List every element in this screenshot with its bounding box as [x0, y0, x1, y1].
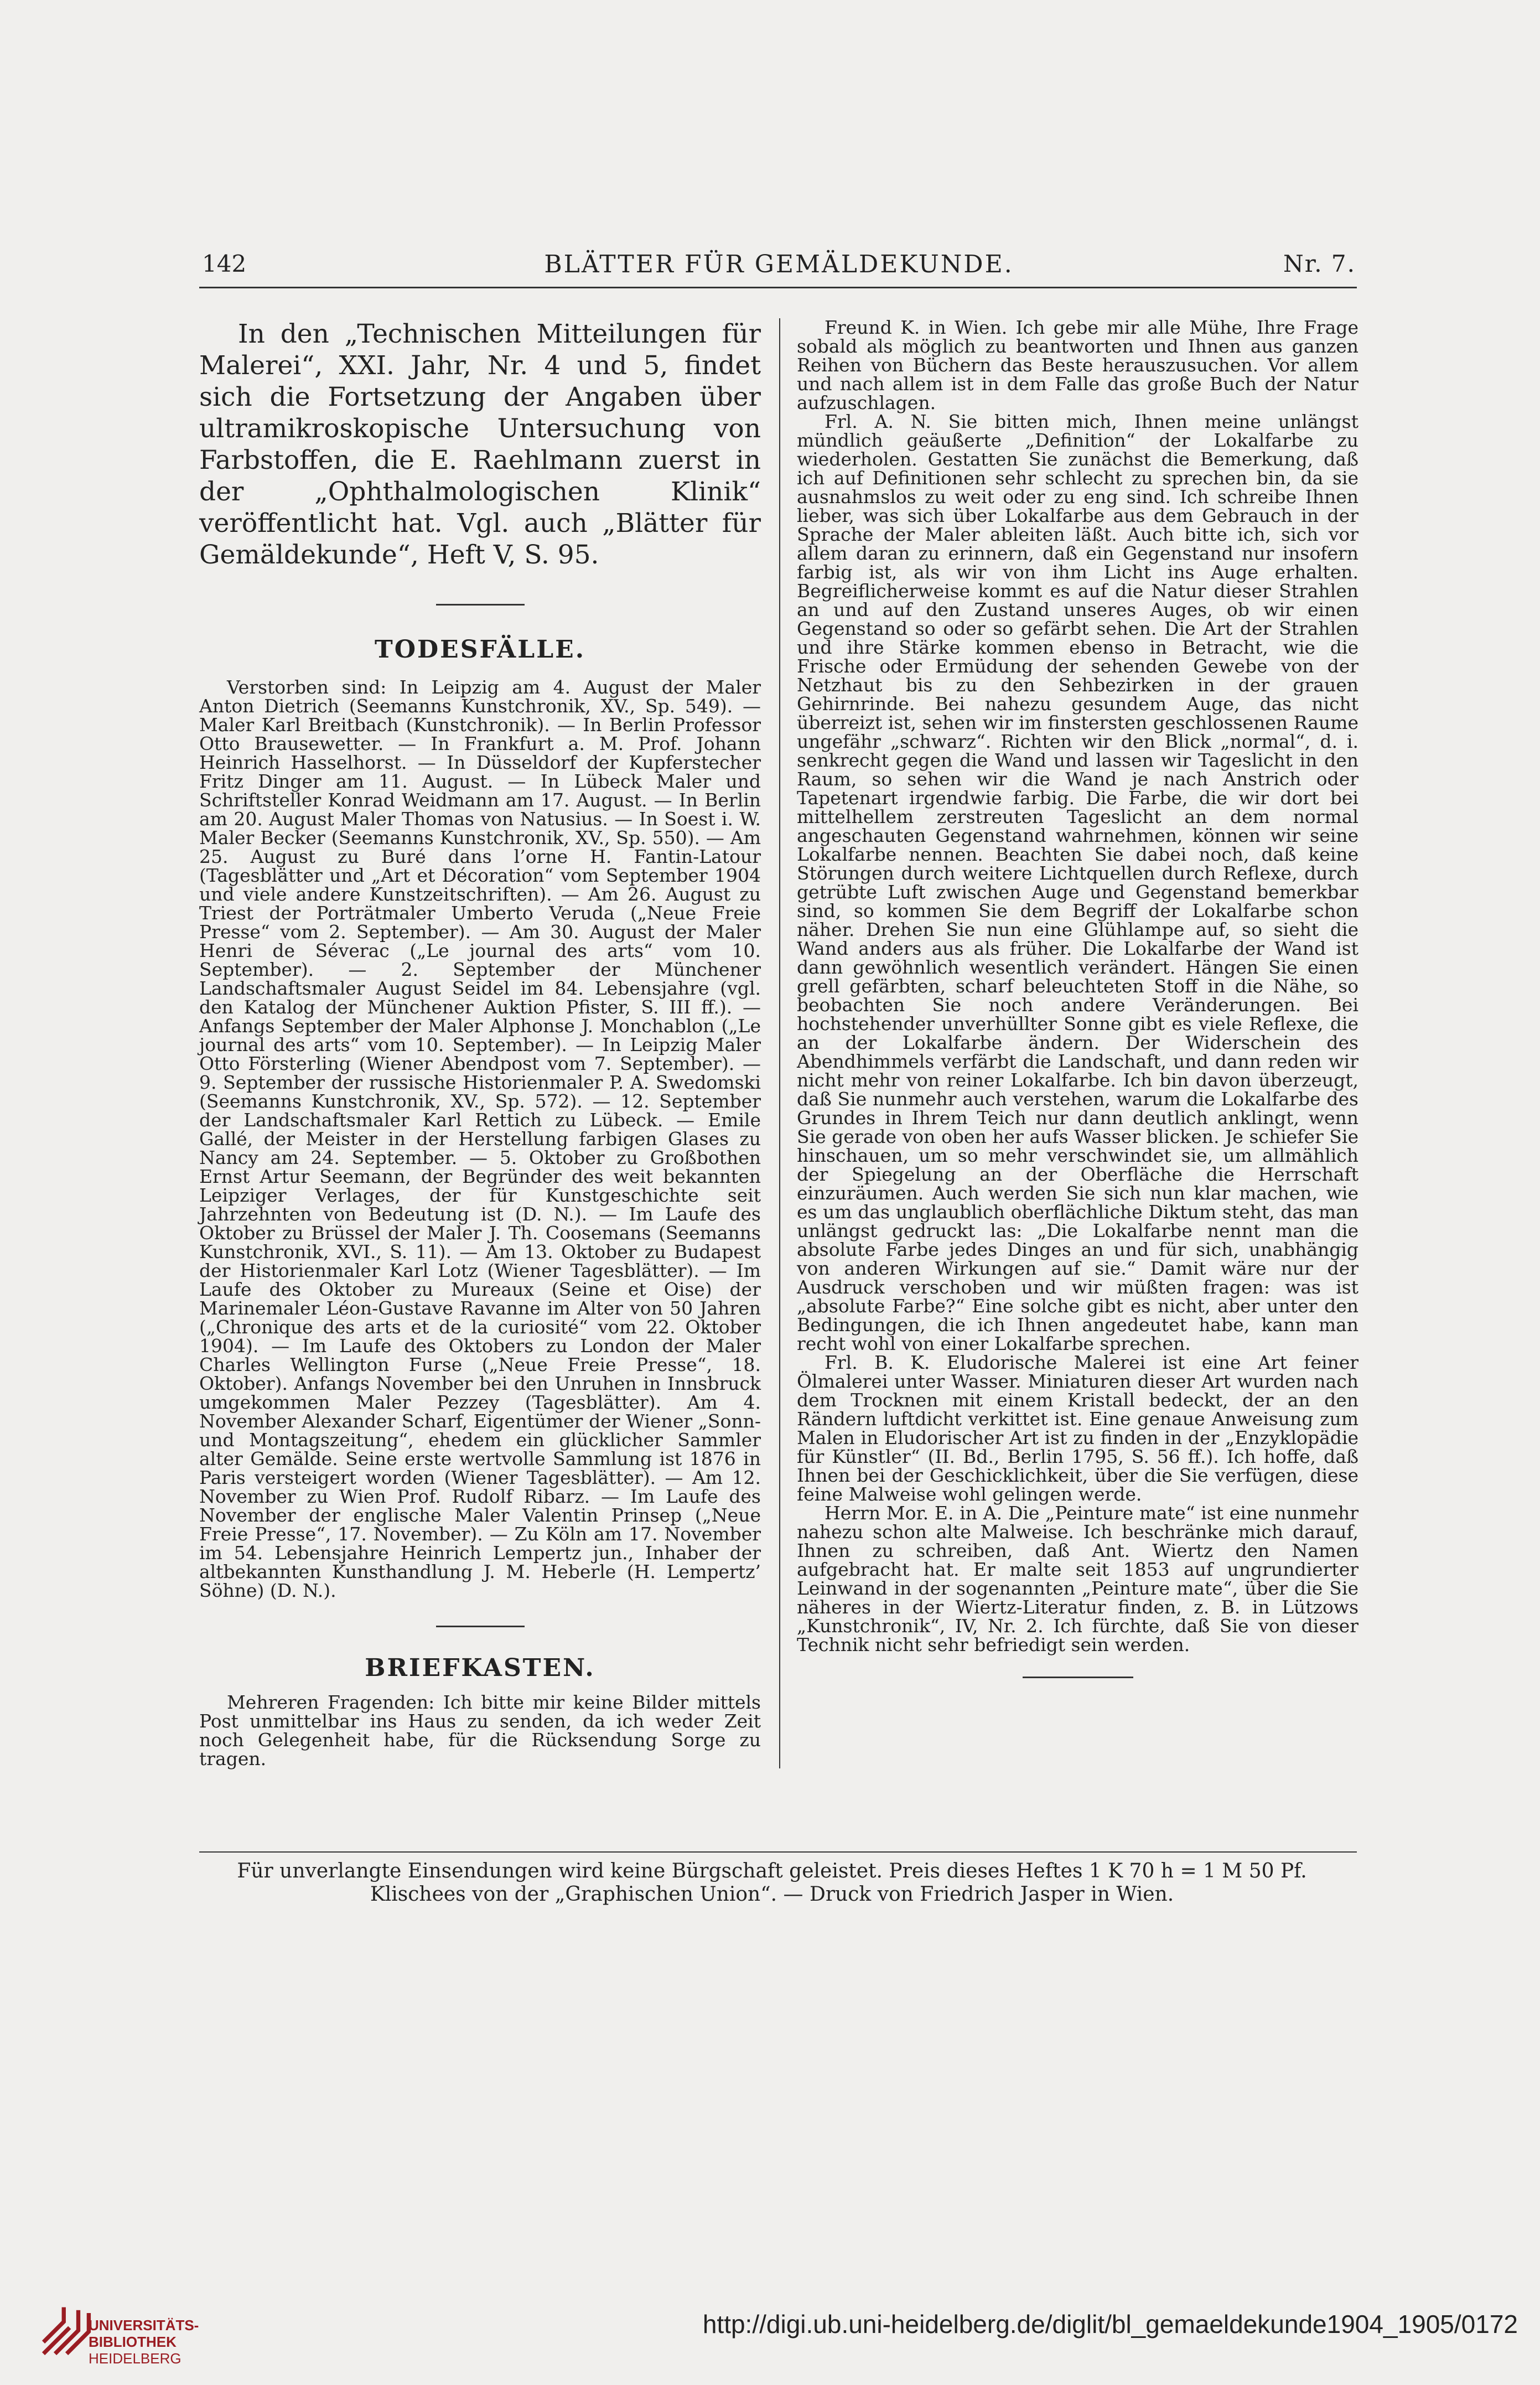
briefkasten-section: [199, 1693, 761, 1768]
todesfaelle-text: Verstorben sind: In Leipzig am 4. August der Maler Anton Dietrich (Seemanns Kunstchronik, XV., Sp. 549). — Maler Karl Breitbach (Kunstchronik). — In Berlin Professor Otto Brausewetter. — In Frankfurt a. M. Prof. Johann Heinrich Hasselhorst. — In Düsseldorf der Kupferstecher Fritz Dinger am 11. August. — In Lübeck Maler und Schriftsteller Konrad Weidmann am 17. August. — In Berlin am 20. August Maler Thomas von Natusius. — In Soest i. W. Maler Becker (Seemanns Kunstchronik, XV., Sp. 550). — Am 25. August zu Buré dans l’orne H. Fantin-Latour (Tagesblätter und „Art et Décoration“ vom September 1904 und viele andere Kunstzeitschriften). — Am 26. August zu Triest der Porträtmaler Umberto Veruda („Neue Freie Presse“ vom 2. September). — Am 30. August der Maler Henri de Séverac („Le journal des arts“ vom 10. September). — 2. September der Münchener Landschaftsmaler August Seidel im 84. Lebensjahre (vgl. den Katalog der Münchener Auktion Pfister, S. III ff.). — Anfangs September der Maler Alphonse J. Monchablon („Le journal des arts“ vom 10. September). — In Leipzig Maler Otto Försterling (Wiener Abendpost vom 7. September). — 9. September der russische Historienmaler P. A. Swedomski (Seemanns Kunstchronik, XV., Sp. 572). — 12. September der Landschaftsmaler Karl Rettich zu Lübeck. — Emile Gallé, der Meister in der Herstellung farbigen Glases zu Nancy am 24. September. — 5. Oktober zu Großbothen Ernst Artur Seemann, der Begründer des weit bekannten Leipziger Verlages, der für Kunstgeschichte seit Jahrzehnten von Bedeutung ist (D. N.). — Im Laufe des Oktober zu Brüssel der Maler J. Th. Coosemans (Seemanns Kunstchronik, XVI., S. 11). — Am 13. Oktober zu Budapest der Historienmaler Karl Lotz (Wiener Tagesblätter). — Im Laufe des Oktober zu Mureaux (Seine et Oise) der Marinemaler Léon-Gustave Ravanne im Alter von 50 Jahren („Chronique des arts et de la curiosité“ vom 22. Oktober 1904). — Im Laufe des Oktobers zu London der Maler Charles Wellington Furse („Neue Freie Presse“, 18. Oktober). Anfangs November bei den Unruhen in Innsbruck umgekommen Maler Pezzey (Tagesblätter). Am 4. November Alexander Scharf, Eigentümer der Wiener „Sonn- und Montagszeitung“, ehedem ein glücklicher Sammler alter Gemälde. Seine erste wertvolle Sammlung ist 1876 in Paris versteigert worden (Wiener Tagesblätter). — Am 12. November zu Wien Prof. Rudolf Ribarz. — Im Laufe des November der englische Maler Valentin Prinsep („Neue Freie Presse“, 17. November). — Zu Köln am 17. November im 54. Lebensjahre Heinrich Lempertz jun., Inhaber der altbekannten Kunsthandlung J. M. Heberle (H. Lempertz’ Söhne) (D. N.).: [199, 676, 761, 1601]
left-column: [199, 318, 761, 1768]
library-line-1: UNIVERSITÄTS-: [89, 2317, 199, 2334]
answer-paragraph: Freund K. in Wien. Ich gebe mir alle Mühe, Ihre Frage sobald als möglich zu beantworten und Ihnen aus ganzen Reihen von Büchern das Beste herauszusuchen. Vor allem und nach allem ist in dem Falle das große Buch der Natur aufzuschlagen.: [797, 317, 1358, 413]
briefkasten-heading: BRIEFKASTEN.: [365, 1654, 595, 1682]
library-logo-icon: [38, 2301, 96, 2360]
library-line-2: BIBLIOTHEK: [89, 2334, 177, 2350]
answer-paragraph: Frl. A. N. Sie bitten mich, Ihnen meine unlängst mündlich geäußerte „Definition“ der Lokalfarbe zu wiederholen. Gestatten Sie zunächst die Bemerkung, daß ich auf Definitionen sehr schlecht zu sprechen bin, da sie ausnahmslos zu weit oder zu eng sind. Ich schreibe Ihnen lieber, was sich über Lokalfarbe aus dem Gebrauch in der Sprache der Maler ableiten läßt. Auch bitte ich, sich vor allem daran zu erinnern, daß ein Gegenstand nur insofern farbig ist, als wir von ihm Licht ins Auge erhalten. Begreiflicherweise kommt es auf die Natur dieser Strahlen an und auf den Zustand unseres Auges, ob wir einen Gegenstand so oder so gefärbt sehen. Die Art der Strahlen und ihre Stärke kommen ebenso in Betracht, wie die Frische oder Ermüdung der sehenden Gewebe von der Netzhaut bis zu den Sehbezirken in der grauen Gehirnrinde. Bei nahezu gesundem Auge, das nicht überreizt ist, sehen wir im finstersten geschlossenen Raume ungefähr „schwarz“. Richten wir den Blick „normal“, d. i. senkrecht gegen die Wand und lassen wir Tageslicht in den Raum, so sehen wir die Wand je nach Anstrich oder Tapetenart irgendwie farbig. Die Farbe, die wir dort bei mittelhellem zerstreuten Tageslicht an dem normal angeschauten Gegenstand wahrnehmen, können wir seine Lokalfarbe nennen. Beachten Sie dabei noch, daß keine Störungen durch weitere Lichtquellen durch Reflexe, durch getrübte Luft zwischen Auge und Gegenstand bemerkbar sind, so kommen Sie dem Begriff der Lokalfarbe schon näher. Drehen Sie nun eine Glühlampe auf, so sieht die Wand anders aus als früher. Die Lokalfarbe der Wand ist dann gewöhnlich wesentlich verändert. Hängen Sie einen grell gefärbten, scharf beleuchteten Stoff in die Nähe, so beobachten Sie noch andere Veränderungen. Bei hochstehender unverhüllter Sonne gibt es viele Reflexe, die an der Lokalfarbe ändern. Der Widerschein des Abendhimmels verfärbt die Landschaft, und dann reden wir nicht mehr von reiner Lokalfarbe. Ich bin davon überzeugt, daß Sie nunmehr auch verstehen, warum die Lokalfarbe des Grundes in Ihrem Teich nur dann deutlich anklingt, wenn Sie gerade von oben her aufs Wasser blicken. Je schiefer Sie hinschauen, um so mehr verschwindet sie, um allmählich der Spiegelung an der Oberfläche die Herrschaft einzuräumen. Auch werden Sie sich nun klar machen, wie es um das unglaublich oberflächliche Diktum steht, das man unlängst gedruckt las: „Die Lokalfarbe nennt man die absolute Farbe jedes Dinges an und für sich, unabhängig von anderen Wirkungen auf sie.“ Damit wäre nur der Ausdruck verschoben und wir müßten fragen: was ist „absolute Farbe?“ Eine solche gibt es nicht, aber unter den Bedingungen, die ich Ihnen angedeutet habe, kann man recht wohl von einer Lokalfarbe sprechen.: [797, 411, 1358, 1354]
right-column: [797, 318, 1358, 1678]
source-url-link[interactable]: http://digi.ub.uni-heidelberg.de/diglit/bl_gemaeldekunde1904_1905/0172: [702, 2310, 1518, 2339]
briefkasten-text: Mehreren Fragenden: Ich bitte mir keine Bilder mittels Post unmittelbar ins Haus zu senden, da ich weder Zeit noch Gelegenheit habe, für die Rücksendung Sorge zu tragen.: [199, 1691, 761, 1770]
imprint-footer: [183, 1860, 1361, 1906]
section-separator: [436, 604, 525, 606]
issue-number: Nr. 7.: [1283, 250, 1356, 277]
imprint-line-1: Für unverlangte Einsendungen wird keine Bürgschaft geleistet. Preis dieses Heftes 1 K 70 h = 1 M 50 Pf.: [237, 1860, 1307, 1882]
todesfaelle-heading: TODESFÄLLE.: [374, 635, 586, 664]
library-line-3: HEIDELBERG: [89, 2350, 182, 2367]
page-number: 142: [202, 250, 247, 277]
answer-paragraph: Frl. B. K. Eludorische Malerei ist eine Art feiner Ölmalerei unter Wasser. Miniaturen dieser Art wurden nach dem Trocknen mit einem Kristall bedeckt, der an den Rändern luftdicht verkittet ist. Eine genaue Anweisung zum Malen in Eludorischer Art ist zu finden in der „Enzyklopädie für Künstler“ (II. Bd., Berlin 1795, S. 56 ff.). Ich hoffe, daß Ihnen bei der Geschicklichkeit, über die Sie verfügen, diese feine Malweise wohl gelingen werde.: [797, 1352, 1358, 1505]
briefkasten-answers: [797, 318, 1358, 1654]
library-name: [89, 2317, 199, 2367]
section-separator: [436, 1626, 525, 1627]
intro-paragraph: In den „Technischen Mitteilungen für Malerei“, XXI. Jahr, Nr. 4 und 5, findet sich die Fortsetzung der Angaben über ultramikroskopische Untersuchung von Farbstoffen, die E. Raehlmann zuerst in der „Ophthalmologischen Klinik“ veröffentlicht hat. Vgl. auch „Blätter für Gemäldekunde“, Heft V, S. 95.: [199, 319, 761, 570]
todesfaelle-section: [199, 678, 761, 1600]
journal-title: BLÄTTER FÜR GEMÄLDEKUNDE.: [544, 250, 1014, 278]
answer-paragraph: Herrn Mor. E. in A. Die „Peinture mate“ ist eine nunmehr nahezu schon alte Malweise. Ich beschränke mich darauf, Ihnen zu schreiben, daß Ant. Wiertz den Namen aufgebracht hat. Er malte seit 1853 auf ungrundierter Leinwand in der sogenannten „Peinture mate“, über die Sie näheres in der Wiertz-Literatur finden, z. B. in Lützows „Kunstchronik“, IV, Nr. 2. Ich fürchte, daß Sie von dieser Technik nicht sehr befriedigt sein werden.: [797, 1502, 1358, 1655]
imprint-line-2: Klischees von der „Graphischen Union“. — Druck von Friedrich Jasper in Wien.: [370, 1883, 1174, 1906]
header-rule: [199, 287, 1357, 288]
running-header: [202, 250, 1356, 283]
footer-rule: [199, 1851, 1357, 1853]
column-divider: [779, 318, 780, 1768]
end-separator: [1023, 1677, 1133, 1678]
